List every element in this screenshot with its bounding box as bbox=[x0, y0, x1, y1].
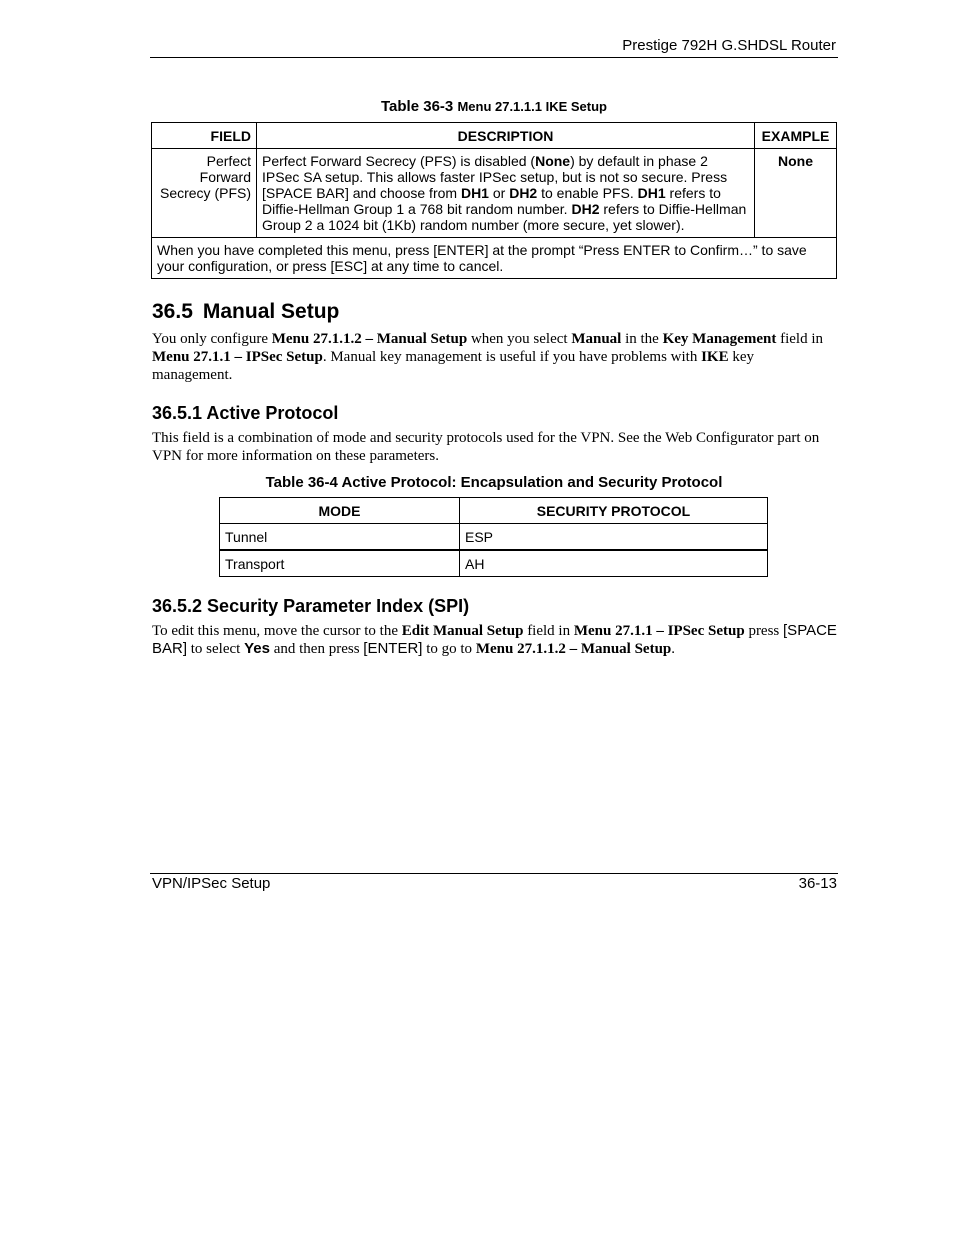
column-header-field: FIELD bbox=[152, 123, 257, 149]
para-text: To edit this menu, move the cursor to the bbox=[152, 623, 402, 639]
para-text: when you select bbox=[467, 331, 572, 347]
desc-bold: None bbox=[535, 153, 571, 169]
section-title: Manual Setup bbox=[202, 300, 340, 323]
key-label: [SPACE BAR] bbox=[152, 622, 837, 657]
field-cell: Perfect Forward Secrecy (PFS) bbox=[152, 149, 257, 238]
spi-paragraph bbox=[152, 622, 838, 658]
table-row bbox=[220, 524, 768, 551]
para-text: to select bbox=[187, 641, 245, 657]
desc-text: Perfect Forward Secrecy (PFS) is disabled ( bbox=[262, 153, 536, 169]
section-heading bbox=[152, 300, 339, 324]
table-header-row bbox=[152, 123, 837, 149]
desc-bold: DH2 bbox=[509, 185, 538, 201]
desc-text: to enable PFS. bbox=[537, 185, 638, 201]
table-footer-row bbox=[152, 238, 837, 279]
para-bold: Edit Manual Setup bbox=[401, 623, 524, 639]
para-text: in the bbox=[621, 331, 663, 347]
desc-text: refers to Diffie-Hellman Group 1 a 768 bit random number. bbox=[262, 185, 721, 217]
table-footer-note: When you have completed this menu, press [ENTER] at the prompt “Press ENTER to Confirm…” to save your configuration, or press [ESC] at any time to cancel. bbox=[152, 238, 837, 279]
section-number: 36.5 bbox=[152, 300, 193, 323]
table-3-caption-title: Menu 27.1.1.1 IKE Setup bbox=[457, 99, 607, 114]
column-header-description: DESCRIPTION bbox=[257, 123, 755, 149]
para-text: You only configure bbox=[152, 331, 272, 347]
example-cell: None bbox=[755, 149, 837, 238]
footer-page-number: 36-13 bbox=[798, 875, 837, 892]
table-3-caption bbox=[150, 98, 838, 115]
footer-chapter-title: VPN/IPSec Setup bbox=[152, 875, 271, 892]
para-text: to go to bbox=[422, 641, 476, 657]
ike-setup-table bbox=[151, 122, 837, 279]
column-header-mode: MODE bbox=[220, 498, 460, 524]
table-header-row bbox=[220, 498, 768, 524]
desc-text: refers to Diffie-Hellman Group 2 a 1024 bit (1Kb) random number (more secure, yet slower). bbox=[262, 201, 747, 233]
footer-rule bbox=[150, 873, 838, 874]
key-label: Yes bbox=[244, 640, 270, 657]
active-protocol-table bbox=[219, 497, 768, 577]
description-cell bbox=[257, 149, 755, 238]
active-protocol-paragraph: This field is a combination of mode and security protocols used for the VPN. See the Web Configurator part on VPN for more information on these parameters. bbox=[152, 430, 820, 464]
table-4-caption: Table 36-4 Active Protocol: Encapsulation and Security Protocol bbox=[265, 474, 723, 491]
para-text: . bbox=[671, 641, 676, 657]
key-label: [ENTER] bbox=[363, 640, 423, 657]
mode-cell: Transport bbox=[220, 550, 460, 577]
table-3-caption-prefix: Table 36-3 bbox=[381, 98, 454, 115]
para-bold: Menu 27.1.1.2 – Manual Setup bbox=[271, 331, 468, 347]
para-bold: IKE bbox=[701, 349, 729, 365]
table-row bbox=[220, 550, 768, 577]
para-text: field in bbox=[523, 623, 574, 639]
mode-cell: Tunnel bbox=[220, 524, 460, 551]
column-header-example: EXAMPLE bbox=[755, 123, 837, 149]
desc-bold: DH1 bbox=[637, 185, 666, 201]
protocol-cell: AH bbox=[460, 550, 768, 577]
para-text: and then press bbox=[269, 641, 364, 657]
para-text: . Manual key management is useful if you have problems with bbox=[322, 349, 702, 365]
running-header-title: Prestige 792H G.SHDSL Router bbox=[622, 37, 836, 54]
protocol-cell: ESP bbox=[460, 524, 768, 551]
desc-bold: DH2 bbox=[571, 201, 600, 217]
para-bold: Menu 27.1.1 – IPSec Setup bbox=[152, 349, 323, 365]
para-text: field in bbox=[776, 331, 823, 347]
table-row bbox=[152, 149, 837, 238]
desc-text: or bbox=[488, 185, 510, 201]
para-bold: Menu 27.1.1.2 – Manual Setup bbox=[475, 641, 672, 657]
para-bold: Menu 27.1.1 – IPSec Setup bbox=[573, 623, 745, 639]
para-text: press bbox=[744, 623, 784, 639]
subsection-heading-active-protocol: 36.5.1 Active Protocol bbox=[152, 403, 339, 423]
desc-bold: DH1 bbox=[460, 185, 489, 201]
para-bold: Key Management bbox=[662, 331, 777, 347]
manual-setup-paragraph bbox=[152, 330, 838, 384]
header-rule bbox=[150, 57, 838, 58]
para-text: key management. bbox=[152, 349, 755, 383]
subsection-heading-spi: 36.5.2 Security Parameter Index (SPI) bbox=[152, 596, 470, 616]
para-bold: Manual bbox=[571, 331, 622, 347]
desc-text: ) by default in phase 2 IPSec SA setup. This allows faster IPSec setup, but is not so secure. Press [SPACE BAR] and choose from bbox=[262, 153, 728, 201]
column-header-security-protocol: SECURITY PROTOCOL bbox=[460, 498, 768, 524]
